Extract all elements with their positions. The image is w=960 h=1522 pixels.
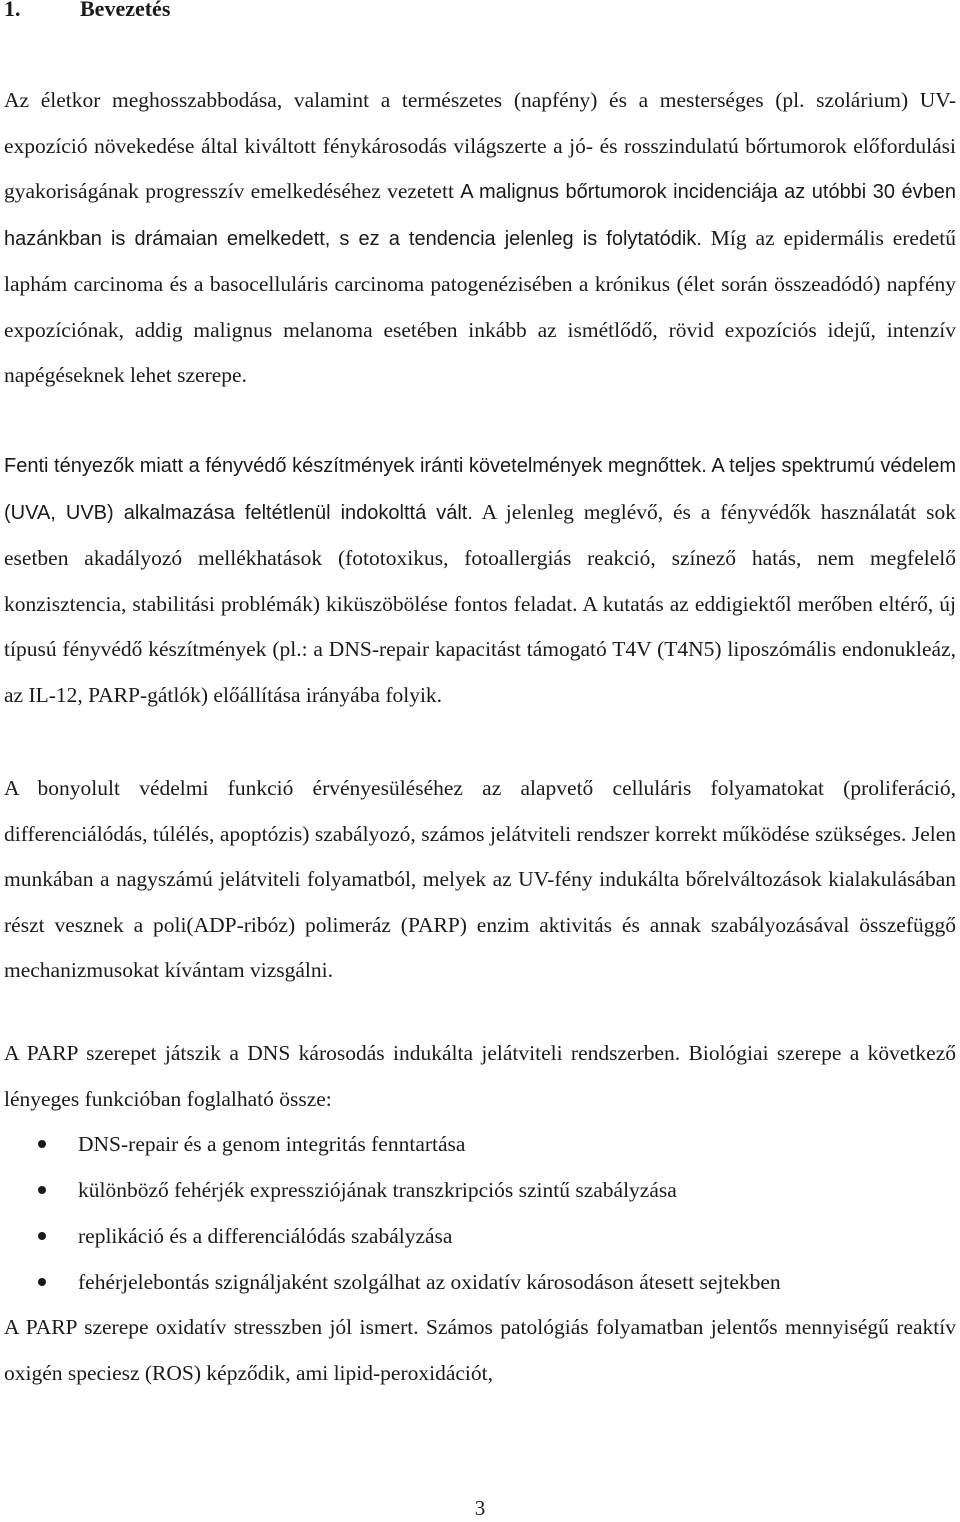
bullet-icon	[38, 1232, 46, 1240]
list-item: fehérjelebontás szignáljaként szolgálhat az oxidatív károsodáson átesett sejtekben	[0, 1259, 956, 1305]
section-title: Bevezetés	[80, 0, 171, 21]
page-number: 3	[474, 1496, 486, 1520]
paragraph-parp-role: A PARP szerepet játszik a DNS károsodás indukálta jelátviteli rendszerben. Biológiai szerepe a következő lényeges funkcióban foglalható össze:	[4, 1041, 956, 1111]
section-number: 1.	[4, 0, 21, 21]
bullet-icon	[38, 1278, 46, 1286]
paragraph-sunscreen-part-b: A jelenleg meglévő, és a fényvédők használatát sok esetben akadályozó mellékhatások (fototoxikus, fotoallergiás reakció, színező hatás, nem megfelelő konzisztencia, stabilitási problémák) kiküszöbölése fontos feladat. A kutatás az eddigiektől merőben eltérő, új típusú fényvédő készítmények (pl.: a DNS-repair kapacitást támogató T4V (T4N5) liposzómális endonukleáz, az IL-12, PARP-gátlók) előállítása irányába folyik.	[4, 499, 956, 707]
paragraph-intro-part-b: A malignus bőrtumorok incidenciája az utóbbi 30 évben hazánkban is drámaian emelkedett, s ez a tendencia jelenleg is folytatódik.	[4, 181, 956, 250]
section-heading	[4, 0, 170, 22]
list-item: különböző fehérjék expressziójának transzkripciós szintű szabályzása	[0, 1167, 956, 1213]
paragraph-intro-part-c: Míg az epidermális eredetű laphám carcinoma és a basocelluláris carcinoma patogenézisében a krónikus (élet során összeadódó) napfény expozíciónak, addig malignus melanoma esetében inkább az ismétlődő, rövid expozíciós idejű, intenzív napégéseknek lehet szerepe.	[4, 225, 956, 387]
paragraph-oxidative-stress: A PARP szerepe oxidatív stresszben jól ismert. Számos patológiás folyamatban jelentős mennyiségű reaktív oxigén speciesz (ROS) képződik, ami lipid-peroxidációt,	[4, 1315, 956, 1385]
list-item: DNS-repair és a genom integritás fenntartása	[0, 1121, 956, 1167]
paragraph-intro	[4, 78, 956, 399]
paragraph-intro-part-a: Az életkor meghosszabbodása, valamint a természetes (napfény) és a mesterséges (pl. szolárium) UV-expozíció növekedése által kiváltott fénykárosodás világszerte a jó- és rosszindulatú bőrtumorok előfordulási gyakoriságának progresszív emelkedéséhez vezetett	[4, 88, 956, 203]
paragraph-signaling: A bonyolult védelmi funkció érvényesüléséhez az alapvető celluláris folyamatokat (proliferáció, differenciálódás, túlélés, apoptózis) szabályozó, számos jelátviteli rendszer korrekt működése szükséges. Jelen munkában a nagyszámú jelátviteli folyamatból, melyek az UV-fény indukálta bőrelváltozások kialakulásában részt vesznek a poli(ADP-ribóz) polimeráz (PARP) enzim aktivitás és annak szabályozásával összefüggő mechanizmusokat kívántam vizsgálni.	[4, 776, 956, 982]
list-item: replikáció és a differenciálódás szabályzása	[0, 1213, 956, 1259]
bullet-icon	[38, 1186, 46, 1194]
paragraph-sunscreen-part-a: Fenti tényezők miatt a fényvédő készítmények iránti követelmények megnőttek. A teljes spektrumú védelem (UVA, UVB) alkalmazása feltétlenül indokolttá vált.	[4, 455, 956, 524]
paragraph-sunscreen	[4, 443, 956, 718]
bullet-icon	[38, 1140, 46, 1148]
parp-function-list	[0, 1121, 956, 1305]
